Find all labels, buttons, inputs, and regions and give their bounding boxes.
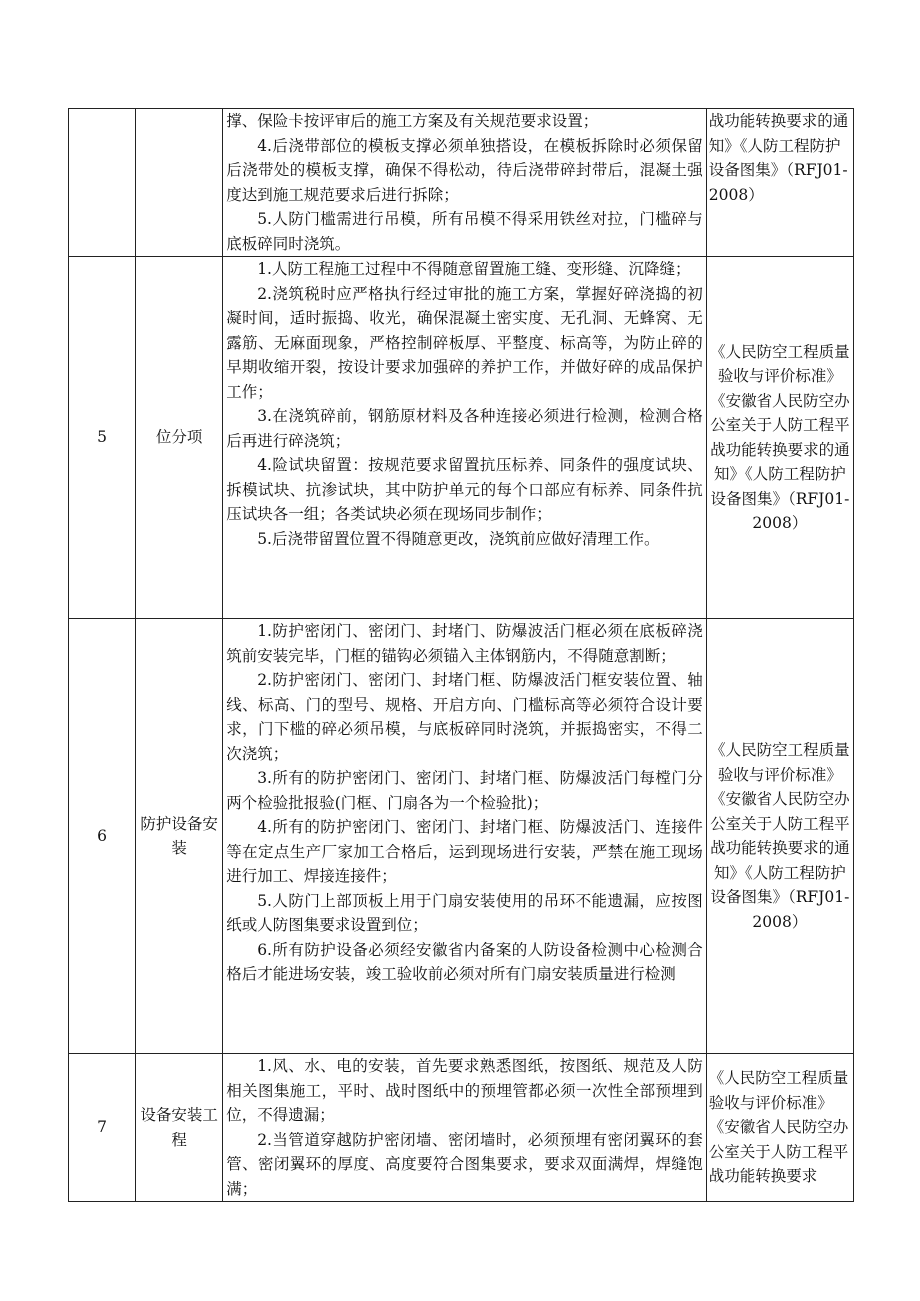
row-basis: 《人民防空工程质量验收与评价标准》《安徽省人民防空办公室关于人防工程平战功能转换要求的通知》《人防工程防护设备图集》（RFJ01-2008） xyxy=(706,619,853,1054)
requirement-paragraph: 4.险试块留置：按规范要求留置抗压标养、同条件的强度试块、拆模试块、抗渗试块，其中防护单元的每个口部应有标养、同条件抗压试块各一组；各类试块必须在现场同步制作； xyxy=(226,456,703,523)
row-number: 5 xyxy=(69,257,136,619)
row-item-name: 设备安装工程 xyxy=(136,1054,223,1202)
row-basis: 《人民防空工程质量验收与评价标准》《安徽省人民防空办公室关于人防工程平战功能转换要求的通知》《人防工程防护设备图集》（RFJ01-2008） xyxy=(706,257,853,619)
row-requirements xyxy=(223,257,707,619)
requirement-paragraph: 2.浇筑税时应严格执行经过审批的施工方案，掌握好碎浇捣的初凝时间，适时振捣、收光，确保混凝土密实度、无孔洞、无蜂窝、无露筋、无麻面现象，严格控制碎板厚、平整度、标高等，为防止碎的早期收缩开裂，按设计要求加强碎的养护工作，并做好碎的成品保护工作； xyxy=(226,284,703,401)
requirement-paragraph: 撑、保险卡按评审后的施工方案及有关规范要求设置； xyxy=(226,112,599,130)
requirements-table xyxy=(68,108,854,1202)
table-row xyxy=(69,1054,854,1202)
requirement-paragraph: 1.防护密闭门、密闭门、封堵门、防爆波活门框必须在底板碎浇筑前安装完毕，门框的锚钩必须锚入主体钢筋内，不得随意割断； xyxy=(226,622,703,665)
row-item-name: 防护设备安装 xyxy=(136,619,223,1054)
requirement-paragraph: 3.所有的防护密闭门、密闭门、封堵门框、防爆波活门每樘门分两个检验批报验(门框、门扇各为一个检验批)； xyxy=(226,769,703,812)
row-item-name xyxy=(136,109,223,257)
row-basis: 战功能转换要求的通知》《人防工程防护设备图集》（RFJ01-2008） xyxy=(706,109,853,257)
requirement-paragraph: 4.后浇带部位的模板支撑必须单独搭设，在模板拆除时必须保留后浇带处的模板支撑，确保不得松动，待后浇带碎封带后，混凝土强度达到施工规范要求后进行拆除； xyxy=(226,136,703,204)
requirement-paragraph: 4.所有的防护密闭门、密闭门、封堵门框、防爆波活门、连接件等在定点生产厂家加工合格后，运到现场进行安装，严禁在施工现场进行加工、焊接连接件； xyxy=(226,818,703,885)
requirement-paragraph: 2.防护密闭门、密闭门、封堵门框、防爆波活门框安装位置、轴线、标高、门的型号、规格、开启方向、门槛标高等必须符合设计要求，门下槛的碎必须吊模，与底板碎同时浇筑，并振捣密实，不得二次浇筑； xyxy=(226,671,703,763)
requirement-paragraph: 5.后浇带留置位置不得随意更改，浇筑前应做好清理工作。 xyxy=(257,529,660,548)
row-requirements xyxy=(223,619,707,1054)
table-row xyxy=(69,257,854,619)
requirement-paragraph: 2.当管道穿越防护密闭墙、密闭墙时，必须预埋有密闭翼环的套管、密闭翼环的厚度、高度要符合图集要求，要求双面满焊，焊缝饱满； xyxy=(226,1130,703,1198)
row-number: 7 xyxy=(69,1054,136,1202)
row-number: 6 xyxy=(69,619,136,1054)
requirement-paragraph: 1.人防工程施工过程中不得随意留置施工缝、变形缝、沉降缝； xyxy=(257,260,691,278)
requirement-paragraph: 3.在浇筑碎前，钢筋原材料及各种连接必须进行检测，检测合格后再进行碎浇筑； xyxy=(226,407,703,450)
requirement-paragraph: 5.人防门槛需进行吊模，所有吊模不得采用铁丝对拉，门槛碎与底板碎同时浇筑。 xyxy=(226,210,703,253)
row-basis: 《人民防空工程质量验收与评价标准》《安徽省人民防空办公室关于人防工程平战功能转换要求 xyxy=(706,1054,853,1202)
table-row xyxy=(69,109,854,257)
row-requirements xyxy=(223,109,707,257)
row-number xyxy=(69,109,136,257)
requirement-paragraph: 6.所有防护设备必须经安徽省内备案的人防设备检测中心检测合格后才能进场安装，竣工验收前必须对所有门扇安装质量进行检测 xyxy=(226,940,703,983)
requirement-paragraph: 1.风、水、电的安装，首先要求熟悉图纸，按图纸、规范及人防相关图集施工，平时、战时图纸中的预埋管都必须一次性全部预埋到位，不得遗漏； xyxy=(226,1057,703,1124)
row-item-name: 位分项 xyxy=(136,257,223,619)
table-row xyxy=(69,619,854,1054)
row-requirements xyxy=(223,1054,707,1202)
requirement-paragraph: 5.人防门上部顶板上用于门扇安装使用的吊环不能遗漏，应按图纸或人防图集要求设置到位； xyxy=(226,891,703,934)
